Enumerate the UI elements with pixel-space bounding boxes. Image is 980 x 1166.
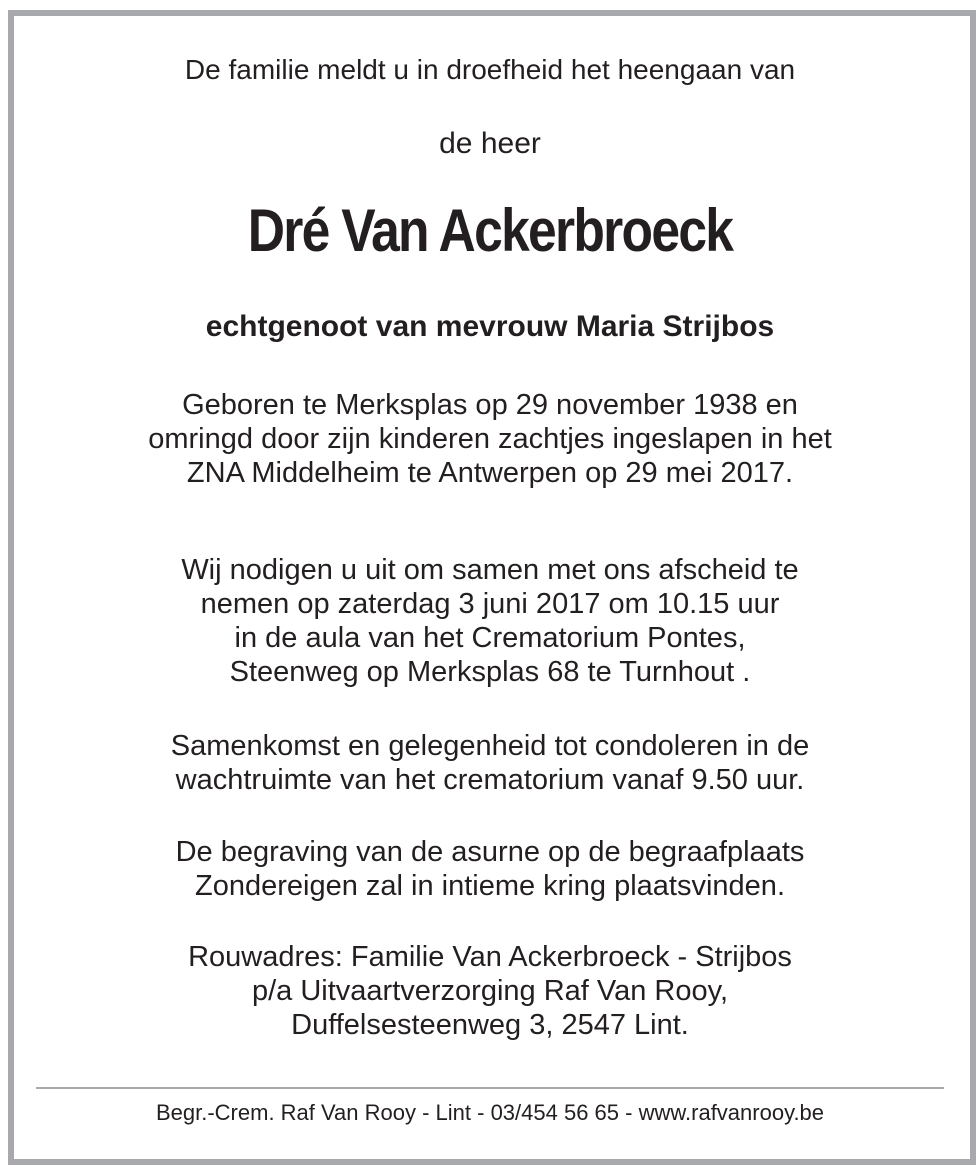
deceased-name: Dré Van Ackerbroeck	[247, 197, 733, 264]
invitation-paragraph	[0, 553, 980, 689]
intro-text: De familie meldt u in droefheid het heengaan van	[184, 54, 796, 85]
address-paragraph	[0, 940, 980, 1042]
condolence-line: Samenkomst en gelegenheid tot condoleren in de	[170, 730, 810, 762]
address-line: Duffelsesteenweg 3, 2547 Lint.	[291, 1009, 689, 1041]
address-line: p/a Uitvaartverzorging Raf Van Rooy,	[251, 975, 729, 1007]
invitation-line: Steenweg op Merksplas 68 te Turnhout .	[229, 656, 751, 688]
burial-line: De begraving van de asurne op de begraafplaats	[175, 836, 805, 868]
invitation-line: in de aula van het Crematorium Pontes,	[234, 622, 746, 654]
invitation-line: nemen op zaterdag 3 juni 2017 om 10.15 uur	[200, 588, 780, 620]
footer-divider	[36, 1087, 944, 1089]
condolence-paragraph	[0, 729, 980, 797]
burial-line: Zondereigen zal in intieme kring plaatsvinden.	[194, 870, 785, 902]
birth-line: Geboren te Merksplas op 29 november 1938 en	[182, 389, 798, 421]
salutation-title: de heer	[439, 127, 541, 160]
spouse-line: echtgenoot van mevrouw Maria Strijbos	[205, 310, 775, 343]
burial-paragraph	[0, 835, 980, 903]
birth-line: omringd door zijn kinderen zachtjes ingeslapen in het	[148, 423, 832, 455]
birth-line: ZNA Middelheim te Antwerpen op 29 mei 2017.	[186, 457, 794, 489]
address-line: Rouwadres: Familie Van Ackerbroeck - Strijbos	[188, 941, 792, 973]
invitation-line: Wij nodigen u uit om samen met ons afscheid te	[181, 554, 799, 586]
birth-paragraph	[0, 388, 980, 490]
footer-text: Begr.-Crem. Raf Van Rooy - Lint - 03/454 56 65 - www.rafvanrooy.be	[155, 1100, 825, 1125]
condolence-line: wachtruimte van het crematorium vanaf 9.50 uur.	[175, 764, 805, 796]
